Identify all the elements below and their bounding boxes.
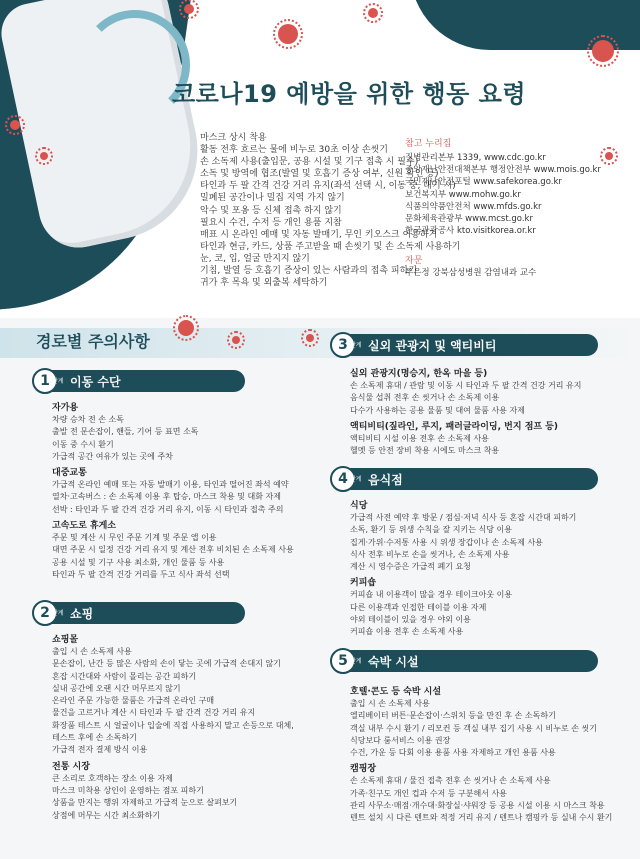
section-title: 숙박 시설 <box>368 655 419 669</box>
rule-item: 타인과 두 팔 간격 건강 거리 유지(좌석 선택 시, 이동 중, 대기 시) <box>200 181 456 192</box>
group-heading: 자가용 <box>52 403 79 413</box>
rule-item: 필요시 수건, 수저 등 개인 용품 지참 <box>200 217 342 228</box>
group-line: 손 소독제 휴대 / 물건 접촉 전후 손 씻거나 손 소독제 사용 <box>350 776 551 786</box>
group-line: 가급적 공간 여유가 있는 곳에 주차 <box>52 451 173 461</box>
reference-item: 한국관광공사 kto.visitkorea.or.kr <box>405 226 536 237</box>
virus-icon <box>306 334 314 342</box>
reference-item: 국민재난안전포털 www.safekorea.go.kr <box>405 177 562 188</box>
group-line: 다수가 사용하는 공용 물품 및 대여 물품 사용 자제 <box>350 405 525 415</box>
rule-item: 악수 및 포옹 등 신체 접촉 하지 않기 <box>200 205 342 216</box>
group-line: 열차·고속버스 : 손 소독제 이용 후 탑승, 마스크 착용 및 대화 자제 <box>52 492 281 502</box>
virus-icon <box>368 8 378 18</box>
page-title: 코로나19 예방을 위한 행동 요령 <box>172 80 527 108</box>
references-title: 참고 누리집 <box>405 139 452 149</box>
section-title: 쇼핑 <box>70 607 94 621</box>
group-line: 관리 사무소·매점·개수대·화장실·샤워장 등 공용 시설 이용 시 마스크 착용 <box>350 801 605 811</box>
step-number: 2 <box>40 605 50 621</box>
rule-item: 매표 시 온라인 예매 및 자동 발매기, 무인 키오스크 이용하기 <box>200 229 438 240</box>
rule-item: 활동 전후 흐르는 물에 비누로 30초 이상 손씻기 <box>200 145 388 156</box>
reference-item: 질병관리본부 1339, www.cdc.go.kr <box>405 153 546 163</box>
section-body-restaurant <box>350 500 576 639</box>
group-heading: 캠핑장 <box>350 764 377 775</box>
rule-item: 손 소독제 사용(출입문, 공용 시설 및 기구 접촉 시 필수) <box>200 157 419 168</box>
group-heading: 쇼핑몰 <box>52 635 79 645</box>
rule-item: 기침, 발열 등 호흡기 증상이 있는 사람과의 접촉 피하기 <box>200 266 418 277</box>
step-unit: 단계 <box>350 658 362 665</box>
group-line: 가족·친구도 개인 컵과 수저 등 구분해서 사용 <box>350 788 507 798</box>
group-line: 혼잡 시간대와 사람이 몰리는 공간 피하기 <box>52 671 197 681</box>
rule-item: 밀폐된 공간이나 밀집 지역 가지 않기 <box>200 193 345 204</box>
advisor-title: 자문 <box>405 256 423 266</box>
group-line: 집게·가위·수저통 사용 시 위생 장갑이나 손 소독제 사용 <box>350 537 543 547</box>
step-unit: 단계 <box>52 378 64 385</box>
virus-icon <box>592 40 614 62</box>
reference-item: 문화체육관광부 www.mcst.go.kr <box>405 214 533 225</box>
section-header-restaurant <box>338 468 598 490</box>
group-line: 큰 소리로 호객하는 장소 이용 자제 <box>52 773 173 783</box>
step-unit: 단계 <box>350 476 362 483</box>
group-line: 출발 전 문손잡이, 핸들, 기어 등 표면 소독 <box>52 427 199 437</box>
virus-icon <box>10 120 20 130</box>
group-line: 실내 공간에 오랜 시간 머무르지 않기 <box>52 683 181 693</box>
step-unit: 단계 <box>350 342 362 349</box>
group-line: 객실 내부 수시 환기 / 리모컨 등 객실 내부 집기 사용 시 비누로 손 씻기 <box>350 723 597 733</box>
group-line: 가급적 사전 예약 후 방문 / 점심·저녁 식사 등 혼잡 시간대 피하기 <box>350 513 577 522</box>
section-header-shopping <box>40 602 245 624</box>
rule-item: 소독 및 방역에 협조(발열 및 호흡기 증상 여부, 신원 확인 등) <box>200 169 439 180</box>
rule-item: 귀가 후 목욕 및 외출복 세탁하기 <box>200 278 328 289</box>
group-line: 수건, 가운 등 다회 이용 용품 사용 자제하고 개인 용품 사용 <box>350 748 556 758</box>
group-line: 마스크 미착용 상인이 운영하는 점포 피하기 <box>52 785 204 795</box>
section-header-lodging <box>338 650 598 672</box>
section-body-shopping <box>52 634 294 822</box>
group-line: 액티비티 시설 이용 전후 손 소독제 사용 <box>350 433 489 443</box>
group-line: 계산 시 영수증은 가급적 폐기 요청 <box>350 562 471 572</box>
header-area <box>0 0 640 318</box>
group-line: 차량 승차 전 손 소독 <box>52 415 124 424</box>
section-title: 이동 수단 <box>70 375 121 389</box>
step-unit: 단계 <box>52 610 64 617</box>
virus-icon <box>278 24 298 44</box>
group-heading: 액티비티(짚라인, 루지, 패러글라이딩, 번지 점프 등) <box>350 421 559 432</box>
step-number: 3 <box>338 337 348 353</box>
group-heading: 대중교통 <box>52 468 87 479</box>
group-heading: 커피숍 <box>350 578 377 589</box>
section-title: 실외 관광지 및 액티비티 <box>368 339 497 353</box>
step-badge <box>330 466 362 492</box>
group-line: 엘리베이터 버튼·문손잡이·스위치 등을 만진 후 손 소독하기 <box>350 711 556 721</box>
section-header-transport <box>40 370 245 392</box>
group-line: 소독, 환기 등 위생 수칙을 잘 지키는 식당 이용 <box>350 525 512 535</box>
step-badge <box>32 368 64 394</box>
group-line: 테스트 후에 손 소독하기 <box>52 733 137 743</box>
group-line: 이동 중 수시 환기 <box>52 439 114 449</box>
section-body-lodging <box>350 686 612 825</box>
step-badge <box>330 648 362 674</box>
virus-icon <box>40 152 48 160</box>
group-line: 가급적 온라인 예매 또는 자동 발매기 이용, 타인과 떨어진 좌석 예약 <box>52 480 289 490</box>
group-line: 식당보다 룸서비스 이용 권장 <box>350 735 451 745</box>
group-line: 출입 시 손 소독제 사용 <box>52 647 132 656</box>
group-heading: 전통 시장 <box>52 761 90 772</box>
step-number: 5 <box>338 653 348 669</box>
step-badge <box>330 332 362 358</box>
route-title: 경로별 주의사항 <box>36 332 150 351</box>
group-line: 커피숍 내 이용객이 많을 경우 테이크아웃 이용 <box>350 590 513 600</box>
step-number: 1 <box>40 373 50 389</box>
group-line: 식사 전후 비누로 손을 씻거나, 손 소독제 사용 <box>350 549 510 559</box>
group-line: 출입 시 손 소독제 사용 <box>350 699 430 708</box>
group-line: 야외 테이블이 있을 경우 야외 이용 <box>350 615 471 625</box>
group-heading: 식당 <box>350 501 368 511</box>
step-number: 4 <box>338 471 348 487</box>
reference-item: 식품의약품안전처 www.mfds.go.kr <box>405 201 542 212</box>
reference-item: 중앙재난안전대책본부 행정안전부 www.mois.go.kr <box>405 165 601 176</box>
group-line: 문손잡이, 난간 등 많은 사람의 손이 닿는 곳에 가급적 손대지 않기 <box>52 659 281 669</box>
group-line: 선박 : 타인과 두 팔 간격 건강 거리 유지, 이동 시 타인과 접촉 주의 <box>52 504 284 514</box>
group-heading: 고속도로 휴게소 <box>52 521 116 532</box>
section-body-transport <box>52 402 294 581</box>
virus-icon <box>184 4 194 14</box>
group-heading: 실외 관광지(명승지, 한옥 마을 등) <box>350 369 488 379</box>
group-line: 가급적 전자 결제 방식 이용 <box>52 745 148 755</box>
section-header-outdoor <box>338 334 598 356</box>
group-line: 온라인 주문 가능한 물품은 가급적 온라인 구매 <box>52 696 215 706</box>
group-line: 상점에 머무는 시간 최소화하기 <box>52 810 161 820</box>
rule-item: 타인과 현금, 카드, 상품 주고받을 때 손씻기 및 손 소독제 사용하기 <box>200 241 461 252</box>
section-title: 음식점 <box>368 473 403 487</box>
reference-item: 보건복지부 www.mohw.go.kr <box>405 189 521 200</box>
group-line: 커피숍 이용 전후 손 소독제 사용 <box>350 627 464 637</box>
group-line: 음식물 섭취 전후 손 씻거나 손 소독제 이용 <box>350 393 500 403</box>
rule-item: 마스크 상시 착용 <box>200 133 267 143</box>
group-heading: 호텔·콘도 등 숙박 시설 <box>350 687 442 697</box>
group-line: 물건을 고르거나 계산 시 타인과 두 팔 간격 건강 거리 유지 <box>52 708 256 718</box>
rule-item: 눈, 코, 입, 얼굴 만지지 않기 <box>200 253 310 264</box>
group-line: 다른 이용객과 인접한 테이블 이용 자제 <box>350 602 487 612</box>
virus-icon <box>232 336 240 344</box>
group-line: 화장품 테스트 시 얼굴이나 입술에 직접 사용하지 말고 손등으로 대체, <box>52 720 294 730</box>
references-list <box>405 152 601 237</box>
route-section <box>0 318 640 859</box>
group-line: 손 소독제 휴대 / 관람 및 이동 시 타인과 두 팔 간격 건강 거리 유지 <box>350 381 582 390</box>
group-line: 공용 시설 및 기구 사용 최소화, 개인 물품 등 사용 <box>52 557 225 567</box>
step-badge <box>32 600 64 626</box>
section-body-outdoor <box>350 368 582 457</box>
virus-icon <box>605 152 613 160</box>
virus-icon <box>178 320 194 336</box>
group-line: 타인과 두 팔 간격 건강 거리를 두고 식사 좌석 선택 <box>52 569 230 579</box>
group-line: 헬멧 등 안전 장비 착용 시에도 마스크 착용 <box>350 446 500 456</box>
group-line: 주문 및 계산 시 무인 주문 기계 및 주문 앱 이용 <box>52 533 217 543</box>
advisor-name: 주은정 강북삼성병원 감염내과 교수 <box>405 268 537 278</box>
group-line: 텐트 설치 시 다른 텐트와 적정 거리 유지 / 텐트나 캠핑카 등 실내 수시 환기 <box>350 813 613 823</box>
group-line: 상품을 만지는 행위 자제하고 가급적 눈으로 살펴보기 <box>52 798 238 808</box>
group-line: 대면 주문 시 일정 건강 거리 유지 및 계산 전후 비치된 손 소독제 사용 <box>52 545 294 555</box>
